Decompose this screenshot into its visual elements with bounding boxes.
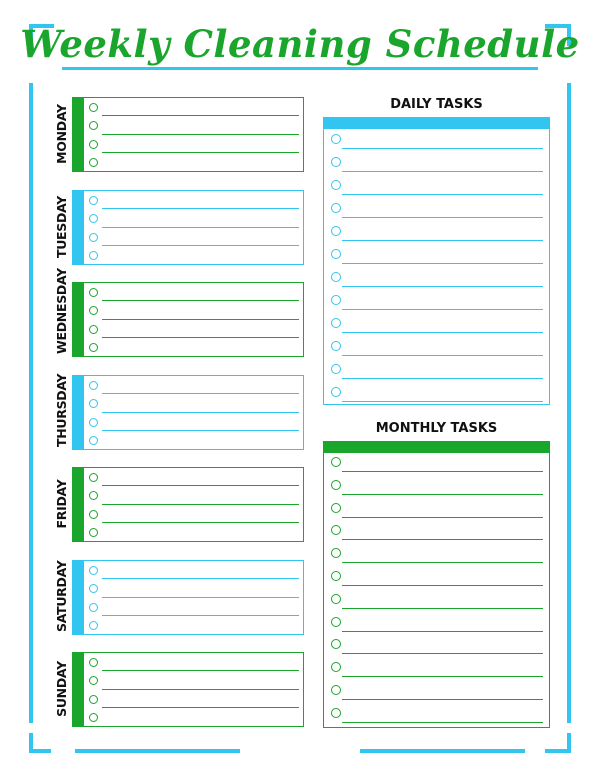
day-box-wednesday [72,282,304,357]
day-label-sunday: SUNDAY [54,661,69,717]
day-label-monday: MONDAY [54,104,69,164]
daily-tasks-header-bar [324,118,549,129]
day-box-sunday [72,652,304,727]
checkbox-circle[interactable] [331,295,341,305]
task-line[interactable] [102,134,299,135]
checkbox-circle[interactable] [331,157,341,167]
task-line[interactable] [102,707,299,708]
day-tab [73,468,84,541]
task-line[interactable] [102,412,299,413]
checkbox-circle[interactable] [331,662,341,672]
task-line[interactable] [102,541,299,542]
checkbox-circle[interactable] [89,251,98,260]
checkbox-circle[interactable] [89,510,98,519]
task-line[interactable] [342,471,543,472]
checkbox-circle[interactable] [89,233,98,242]
task-line[interactable] [102,449,299,450]
checkbox-circle[interactable] [331,480,341,490]
task-line[interactable] [342,653,543,654]
day-tab [73,376,84,449]
day-label-thursday: THURSDAY [54,373,69,447]
task-line[interactable] [342,263,543,264]
checkbox-circle[interactable] [331,457,341,467]
checkbox-circle[interactable] [89,603,98,612]
corner-bottom-right-h [545,749,571,753]
checkbox-circle[interactable] [89,528,98,537]
task-line[interactable] [102,171,299,172]
checkbox-circle[interactable] [89,399,98,408]
checkbox-circle[interactable] [89,491,98,500]
checkbox-circle[interactable] [89,140,98,149]
task-line[interactable] [102,152,299,153]
checkbox-circle[interactable] [331,708,341,718]
task-line[interactable] [102,264,299,265]
checkbox-circle[interactable] [89,214,98,223]
task-line[interactable] [342,286,543,287]
checkbox-circle[interactable] [331,594,341,604]
task-line[interactable] [102,578,299,579]
checkbox-circle[interactable] [89,713,98,722]
checkbox-circle[interactable] [331,503,341,513]
task-line[interactable] [342,539,543,540]
task-line[interactable] [102,393,299,394]
task-line[interactable] [102,689,299,690]
day-box-monday [72,97,304,172]
task-line[interactable] [342,309,543,310]
monthly-tasks-header-bar [324,442,549,453]
checkbox-circle[interactable] [331,617,341,627]
checkbox-circle[interactable] [89,306,98,315]
checkbox-circle[interactable] [331,548,341,558]
page-title: Weekly Cleaning Schedule [20,22,580,66]
checkbox-circle[interactable] [89,381,98,390]
task-line[interactable] [342,217,543,218]
day-box-friday [72,467,304,542]
corner-bottom-left-h [29,749,51,753]
day-label-tuesday: TUESDAY [54,195,69,259]
day-label-friday: FRIDAY [54,479,69,529]
checkbox-circle[interactable] [331,525,341,535]
checkbox-circle[interactable] [89,343,98,352]
task-line[interactable] [102,115,299,116]
task-line[interactable] [102,430,299,431]
task-line[interactable] [102,300,299,301]
checkbox-circle[interactable] [331,639,341,649]
task-line[interactable] [102,504,299,505]
task-line[interactable] [342,585,543,586]
task-line[interactable] [342,240,543,241]
task-line[interactable] [342,676,543,677]
bottom-bar-right [360,749,525,753]
checkbox-circle[interactable] [89,196,98,205]
checkbox-circle[interactable] [89,584,98,593]
checkbox-circle[interactable] [89,121,98,130]
title-underline [62,67,538,70]
task-line[interactable] [342,378,543,379]
task-line[interactable] [102,615,299,616]
task-line[interactable] [102,522,299,523]
checkbox-circle[interactable] [89,473,98,482]
day-label-wednesday: WEDNESDAY [54,268,69,354]
checkbox-circle[interactable] [89,158,98,167]
task-line[interactable] [342,631,543,632]
checkbox-circle[interactable] [331,226,341,236]
task-line[interactable] [342,355,543,356]
task-line[interactable] [342,517,543,518]
task-line[interactable] [102,485,299,486]
day-tab [73,653,84,726]
checkbox-circle[interactable] [331,203,341,213]
task-line[interactable] [102,726,299,727]
task-line[interactable] [342,699,543,700]
task-line[interactable] [102,208,299,209]
task-line[interactable] [342,171,543,172]
checkbox-circle[interactable] [89,658,98,667]
task-line[interactable] [102,356,299,357]
checkbox-circle[interactable] [89,695,98,704]
task-line[interactable] [342,722,543,723]
daily-tasks-title: DAILY TASKS [390,97,483,112]
checkbox-circle[interactable] [331,134,341,144]
checkbox-circle[interactable] [89,436,98,445]
bottom-bar-left [75,749,240,753]
checkbox-circle[interactable] [331,685,341,695]
day-box-saturday [72,560,304,635]
checkbox-circle[interactable] [89,566,98,575]
task-line[interactable] [342,608,543,609]
checkbox-circle[interactable] [89,288,98,297]
task-line[interactable] [102,319,299,320]
day-tab [73,98,84,171]
checkbox-circle[interactable] [331,387,341,397]
task-line[interactable] [342,194,543,195]
checkbox-circle[interactable] [331,341,341,351]
task-line[interactable] [102,337,299,338]
day-tab [73,191,84,264]
day-tab [73,561,84,634]
frame-right-bar [567,83,571,723]
checkbox-circle[interactable] [89,621,98,630]
task-line[interactable] [342,494,543,495]
task-line[interactable] [102,634,299,635]
task-line[interactable] [342,562,543,563]
task-line[interactable] [342,332,543,333]
daily-tasks-panel [323,117,550,405]
task-line[interactable] [102,597,299,598]
day-box-thursday [72,375,304,450]
checkbox-circle[interactable] [89,676,98,685]
checkbox-circle[interactable] [331,571,341,581]
task-line[interactable] [342,401,543,402]
checkbox-circle[interactable] [89,418,98,427]
monthly-tasks-panel [323,441,550,728]
task-line[interactable] [102,245,299,246]
checkbox-circle[interactable] [331,364,341,374]
day-tab [73,283,84,356]
day-label-saturday: SATURDAY [54,560,69,632]
checkbox-circle[interactable] [89,103,98,112]
checkbox-circle[interactable] [331,249,341,259]
checkbox-circle[interactable] [331,180,341,190]
checkbox-circle[interactable] [331,318,341,328]
day-box-tuesday [72,190,304,265]
frame-left-bar [29,83,33,723]
checkbox-circle[interactable] [89,325,98,334]
checkbox-circle[interactable] [331,272,341,282]
task-line[interactable] [342,148,543,149]
monthly-tasks-title: MONTHLY TASKS [375,421,498,436]
task-line[interactable] [102,670,299,671]
task-line[interactable] [102,227,299,228]
